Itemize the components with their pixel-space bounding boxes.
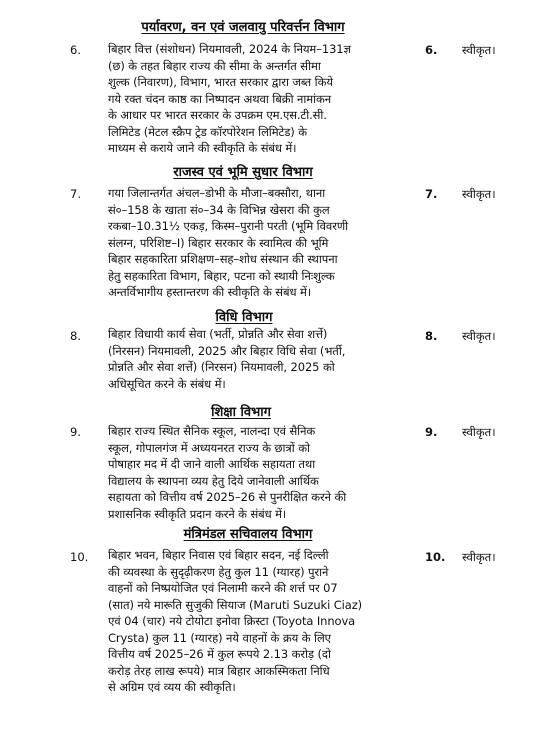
description-line: विद्यालय के स्थापना व्यय हेतु दिये जानेवाली आर्थिक [108,473,319,488]
item-description [108,547,384,696]
description-line: (सात) नये मारूति सुजुकी सियाज (Maruti Suzuki Ciaz) [108,597,363,612]
description-line: सं०–158 के खाता सं०–34 के विभिन्न खेसरा की कुल [108,202,330,217]
decision-status: स्वीकृत। [462,187,496,201]
description-line: पोषाहार मद में दी जाने वाली आर्थिक सहायता तथा [108,457,316,471]
decision-number: 9. [425,425,438,439]
description-line: स्कूल, गोपालगंज में अध्ययनरत राज्य के छात्रों को [108,440,310,455]
decision-status: स्वीकृत। [462,550,496,564]
decision-status: स्वीकृत। [462,43,496,57]
section-heading-education: शिक्षा विभाग [211,405,271,420]
description-line: लिमिटेड (मेटल स्क्रैप ट्रेड कॉरपोरेशन लिमिटेड) के [108,124,307,139]
description-line: प्रशासनिक स्वीकृति प्रदान करने के संबंध में। [108,506,287,521]
description-line: रकबा–10.31½ एकड़, किस्म–पुरानी परती (भूमि विवरणी [108,219,349,233]
description-line: की व्यवस्था के सुदृढ़ीकरण हेतु कुल 11 (ग्यारह) पुराने [108,564,329,579]
description-line: बिहार भवन, बिहार निवास एवं बिहार सदन, नई दिल्ली [108,548,329,562]
description-line: (निरसन) नियमावली, 2025 और बिहार विधि सेवा (भर्ती, [108,343,346,358]
description-line: करोड़ तेरह लाख रूपये) मात्र बिहार आकस्मिकता निधि [108,663,330,678]
description-line: अन्तर्विभागीय हस्तान्तरण की स्वीकृति के संबंध में। [108,285,312,299]
description-line: बिहार सहकारिता प्रशिक्षण–सह–शोध संस्थान की स्थापना [108,252,338,266]
description-line: बिहार विधायी कार्य सेवा (भर्ती, प्रोन्नति और सेवा शर्त्ते) [108,327,328,341]
item-description [108,326,384,392]
item-number: 9. [70,425,81,439]
description-line: के आधार पर भारत सरकार के उपक्रम एम.एस.टी.सी. [108,108,327,122]
description-line: अधिसूचित करने के संबंध में। [108,376,226,391]
description-line: वाहनों को निष्प्रयोजित एवं निलामी करने की शर्त्त पर 07 [108,581,338,595]
description-line: एवं 04 (चार) नये टोयोटा इनोवा क्रिस्टा (Toyota Innova [108,614,356,628]
item-number: 6. [70,43,81,57]
decision-number: 10. [425,550,446,564]
description-line: संलग्न, परिशिष्ट–I) बिहार सरकार के स्वामित्व की भूमि [108,235,329,250]
item-number: 8. [70,329,81,343]
item-description [108,423,384,522]
decision-status: स्वीकृत। [462,425,496,439]
description-line: सहायता को वित्तीय वर्ष 2025–26 से पुनरीक्षित करने की [108,490,347,504]
description-line: हेतु सहकारिता विभाग, बिहार, पटना को स्थायी निःशुल्क [108,268,335,283]
description-line: गया जिलान्तर्गत अंचल–डोभी के मौजा–बक्सौरा, थाना [108,186,326,200]
section-heading-environment: पर्यावरण, वन एवं जलवायु परिवर्त्तन विभाग [141,20,345,35]
item-description [108,185,384,301]
decision-number: 7. [425,187,438,201]
description-line: शुल्क (निवारण), विभाग, भारत सरकार द्वारा जब्त किये [108,75,333,89]
section-heading-revenue: राजस्व एवं भूमि सुधार विभाग [173,165,313,180]
decision-number: 8. [425,329,438,343]
description-line: गये रक्त चंदन काष्ठ का निष्पादन अथवा बिक्री नामांकन [108,91,332,106]
description-line: बिहार राज्य स्थित सैनिक स्कूल, नालन्दा एवं सैनिक [108,424,316,438]
description-line: प्रोन्नति और सेवा शर्त्ते) (निरसन) नियमावली, 2025 को [108,360,335,374]
section-heading-law: विधि विभाग [215,310,273,325]
description-line: माध्यम से कराये जाने की स्वीकृति के संबंध में। [108,141,297,155]
item-description [108,41,384,157]
description-line: (छ) के तहत बिहार राज्य की सीमा के अन्तर्गत सीमा [108,58,321,73]
item-number: 10. [70,550,89,564]
description-line: बिहार वित्त (संशोधन) नियमावली, 2024 के नियम–131ज्ञ [108,42,351,56]
section-heading-cabinet-secretariat: मंत्रिमंडल सचिवालय विभाग [183,527,313,542]
item-number: 7. [70,187,81,201]
decision-number: 6. [425,43,438,57]
description-line: से अग्रिम एवं व्यय की स्वीकृति। [108,680,236,694]
decision-status: स्वीकृत। [462,329,496,343]
description-line: वित्तीय वर्ष 2025–26 में कुल रूपये 2.13 करोड़ (दो [108,647,331,661]
description-line: Crysta) कुल 11 (ग्यारह) नये वाहनों के क्रय के लिए [108,630,331,645]
